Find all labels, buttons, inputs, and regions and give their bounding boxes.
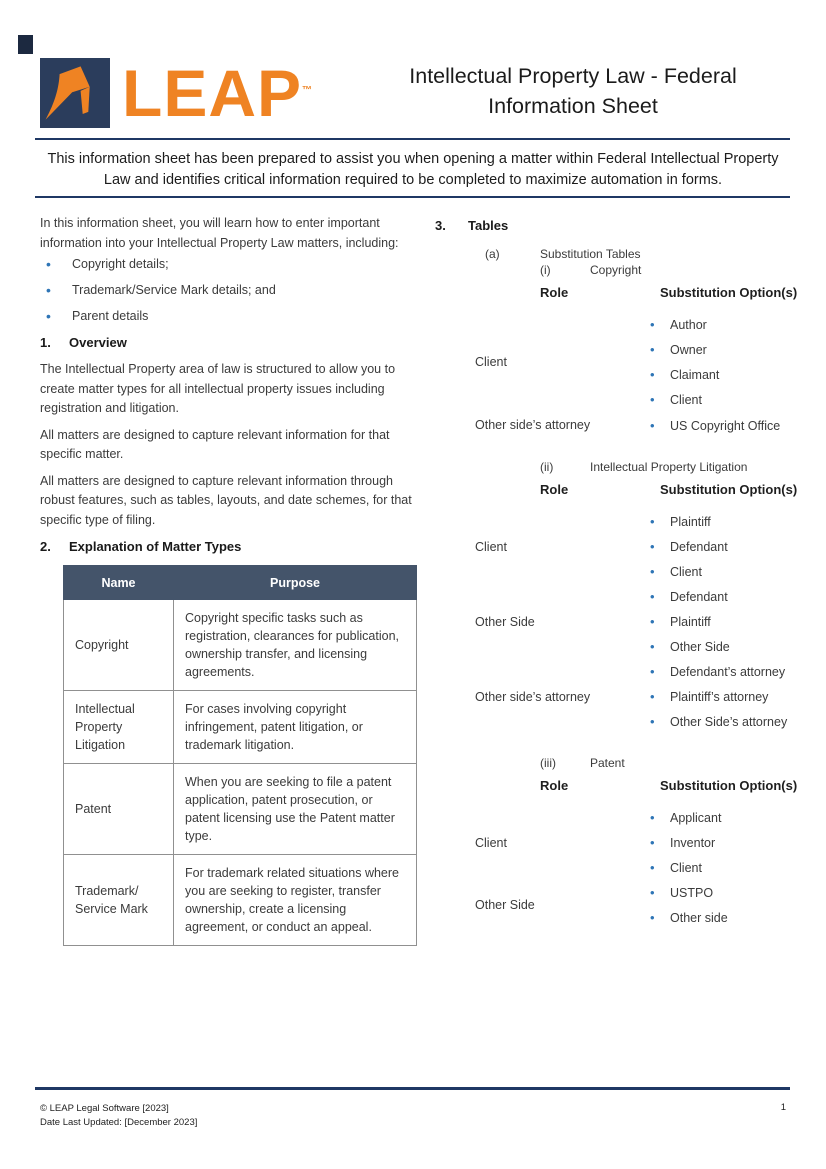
options-list: [650, 810, 795, 876]
lead-paragraph: In this information sheet, you will learn how to enter important information into your Intellectual Property Law matters, including:: [40, 216, 399, 250]
list-item: • Copyright details;: [40, 255, 420, 274]
table-column-headers: [435, 285, 798, 304]
matter-name: Patent: [64, 764, 174, 855]
role-header: Role: [540, 778, 569, 793]
table-row: [64, 600, 417, 691]
table-caption: [540, 459, 795, 475]
leap-leaping-figure-icon: [40, 58, 110, 128]
option-item: • Claimant: [650, 367, 795, 383]
table-row: [435, 885, 795, 926]
matter-name: Trademark/ Service Mark: [64, 855, 174, 946]
caption-name: Copyright: [590, 263, 642, 277]
table-row: [435, 317, 795, 408]
substitution-table-ip-litigation: [435, 459, 798, 730]
role-label: Other side’s attorney: [475, 418, 591, 432]
overview-paragraph-3: All matters are designed to capture relevant information through robust features, such as tables, layouts, and date schemes, for that specific type of filing.: [40, 473, 412, 527]
section-heading-matter-types: [40, 537, 420, 556]
table-row: [64, 691, 417, 764]
section-title: Explanation of Matter Types: [69, 539, 242, 554]
table-caption: [540, 262, 795, 278]
page-number: 1: [780, 1102, 786, 1113]
table-row: [64, 855, 417, 946]
matter-name: Intellectual Property Litigation: [64, 691, 174, 764]
matter-purpose: When you are seeking to file a patent application, patent prosecution, or patent licensing use the Patent matter type.: [174, 764, 417, 855]
footer-date-updated: Date Last Updated: [December 2023]: [40, 1117, 198, 1128]
leap-logo-icon: [40, 58, 110, 128]
table-row: [435, 664, 795, 730]
page-title-line2: Information Sheet: [488, 94, 658, 118]
role-label: Client: [475, 835, 507, 850]
intro-banner: This information sheet has been prepared to assist you when opening a matter within Federal Intellectual Property Law and identifies critical information required to be completed to maximize automation in forms.: [47, 151, 779, 188]
role-header: Role: [540, 285, 569, 300]
left-column: [40, 214, 420, 946]
section-number: 2.: [40, 539, 51, 554]
list-item: • Parent details: [40, 307, 420, 326]
matter-types-table: [63, 565, 417, 946]
options-list: [650, 885, 795, 926]
substitution-table-patent: [435, 755, 798, 926]
section-heading-tables: [435, 216, 795, 235]
option-item: • US Copyright Office: [650, 418, 795, 434]
header-divider-top: [35, 138, 790, 140]
trademark-symbol: ™: [302, 85, 314, 96]
option-item: • Plaintiff’s attorney: [650, 689, 795, 705]
caption-index: (iii): [540, 756, 556, 770]
column-header-name: Name: [64, 566, 174, 600]
overview-paragraph-1: The Intellectual Property area of law is structured to allow you to create matter types for all intellectual property issues including registration and litigation.: [40, 362, 396, 415]
table-row: [435, 810, 795, 876]
options-header: Substitution Option(s): [660, 778, 798, 793]
options-list: [650, 664, 795, 730]
option-item: • Client: [650, 564, 795, 580]
section-number: 3.: [435, 218, 446, 233]
page-title: [355, 61, 791, 121]
options-list: [650, 317, 795, 408]
option-item: • Plaintiff: [650, 614, 795, 630]
option-item: • Client: [650, 392, 795, 408]
column-header-purpose: Purpose: [174, 566, 417, 600]
section-title: Overview: [69, 335, 127, 350]
logo-wordmark: [122, 56, 314, 130]
options-header: Substitution Option(s): [660, 482, 798, 497]
role-label: Client: [475, 539, 507, 554]
table-row: [435, 417, 795, 434]
substitution-table-copyright: [435, 262, 798, 434]
caption-name: Intellectual Property Litigation: [590, 460, 748, 474]
matter-purpose: For cases involving copyright infringement, patent litigation, or trademark litigation.: [174, 691, 417, 764]
table-header-row: [64, 566, 417, 600]
section-title: Tables: [468, 218, 509, 233]
subsection-label: (a): [485, 247, 500, 261]
overview-paragraph-2: All matters are designed to capture relevant information for that specific matter.: [40, 427, 390, 461]
role-label: Client: [475, 355, 507, 369]
footer-divider: [35, 1087, 790, 1090]
option-item: • Defendant: [650, 589, 795, 605]
matter-purpose: For trademark related situations where you are seeking to register, transfer ownership, create a licensing agreement, or conduct an appeal.: [174, 855, 417, 946]
options-header: Substitution Option(s): [660, 285, 798, 300]
caption-index: (ii): [540, 460, 554, 474]
options-list: [650, 514, 795, 580]
option-item: • Plaintiff: [650, 514, 795, 530]
matter-purpose: Copyright specific tasks such as registration, clearances for publication, ownership transfer, and licensing agreements.: [174, 600, 417, 691]
option-item: • Owner: [650, 342, 795, 358]
lead-bullet-list: [40, 255, 420, 326]
caption-index: (i): [540, 263, 551, 277]
table-caption: [540, 755, 795, 771]
subsection-title: Substitution Tables: [540, 247, 641, 261]
options-list: [650, 418, 795, 434]
option-item: • Other side: [650, 910, 795, 926]
table-column-headers: [435, 778, 798, 797]
table-column-headers: [435, 482, 798, 501]
option-item: • Defendant’s attorney: [650, 664, 795, 680]
option-item: • Other Side’s attorney: [650, 714, 795, 730]
table-row: [64, 764, 417, 855]
caption-name: Patent: [590, 756, 625, 770]
role-label: Other Side: [475, 614, 535, 629]
leap-logo: [40, 58, 313, 128]
section-heading-overview: [40, 333, 420, 352]
option-item: • Defendant: [650, 539, 795, 555]
list-item: • Trademark/Service Mark details; and: [40, 281, 420, 300]
footer-copyright: © LEAP Legal Software [2023]: [40, 1103, 169, 1114]
option-item: • USTPO: [650, 885, 795, 901]
header-divider-bottom: [35, 196, 790, 198]
role-label: Other side’s attorney: [475, 689, 591, 704]
corner-mark: [18, 35, 33, 54]
subsection-substitution-tables: [485, 246, 795, 262]
page-title-line1: Intellectual Property Law - Federal: [409, 64, 737, 88]
option-item: • Client: [650, 860, 795, 876]
logo-wordmark-text: LEAP: [122, 56, 303, 130]
options-list: [650, 589, 795, 655]
table-row: [435, 514, 795, 580]
option-item: • Author: [650, 317, 795, 333]
footer-info: [40, 1102, 197, 1130]
option-item: • Inventor: [650, 835, 795, 851]
right-column: [435, 216, 798, 951]
role-label: Other Side: [475, 898, 535, 912]
table-row: [435, 589, 795, 655]
option-item: • Other Side: [650, 639, 795, 655]
matter-name: Copyright: [64, 600, 174, 691]
role-header: Role: [540, 482, 569, 497]
option-item: • Applicant: [650, 810, 795, 826]
section-number: 1.: [40, 335, 51, 350]
